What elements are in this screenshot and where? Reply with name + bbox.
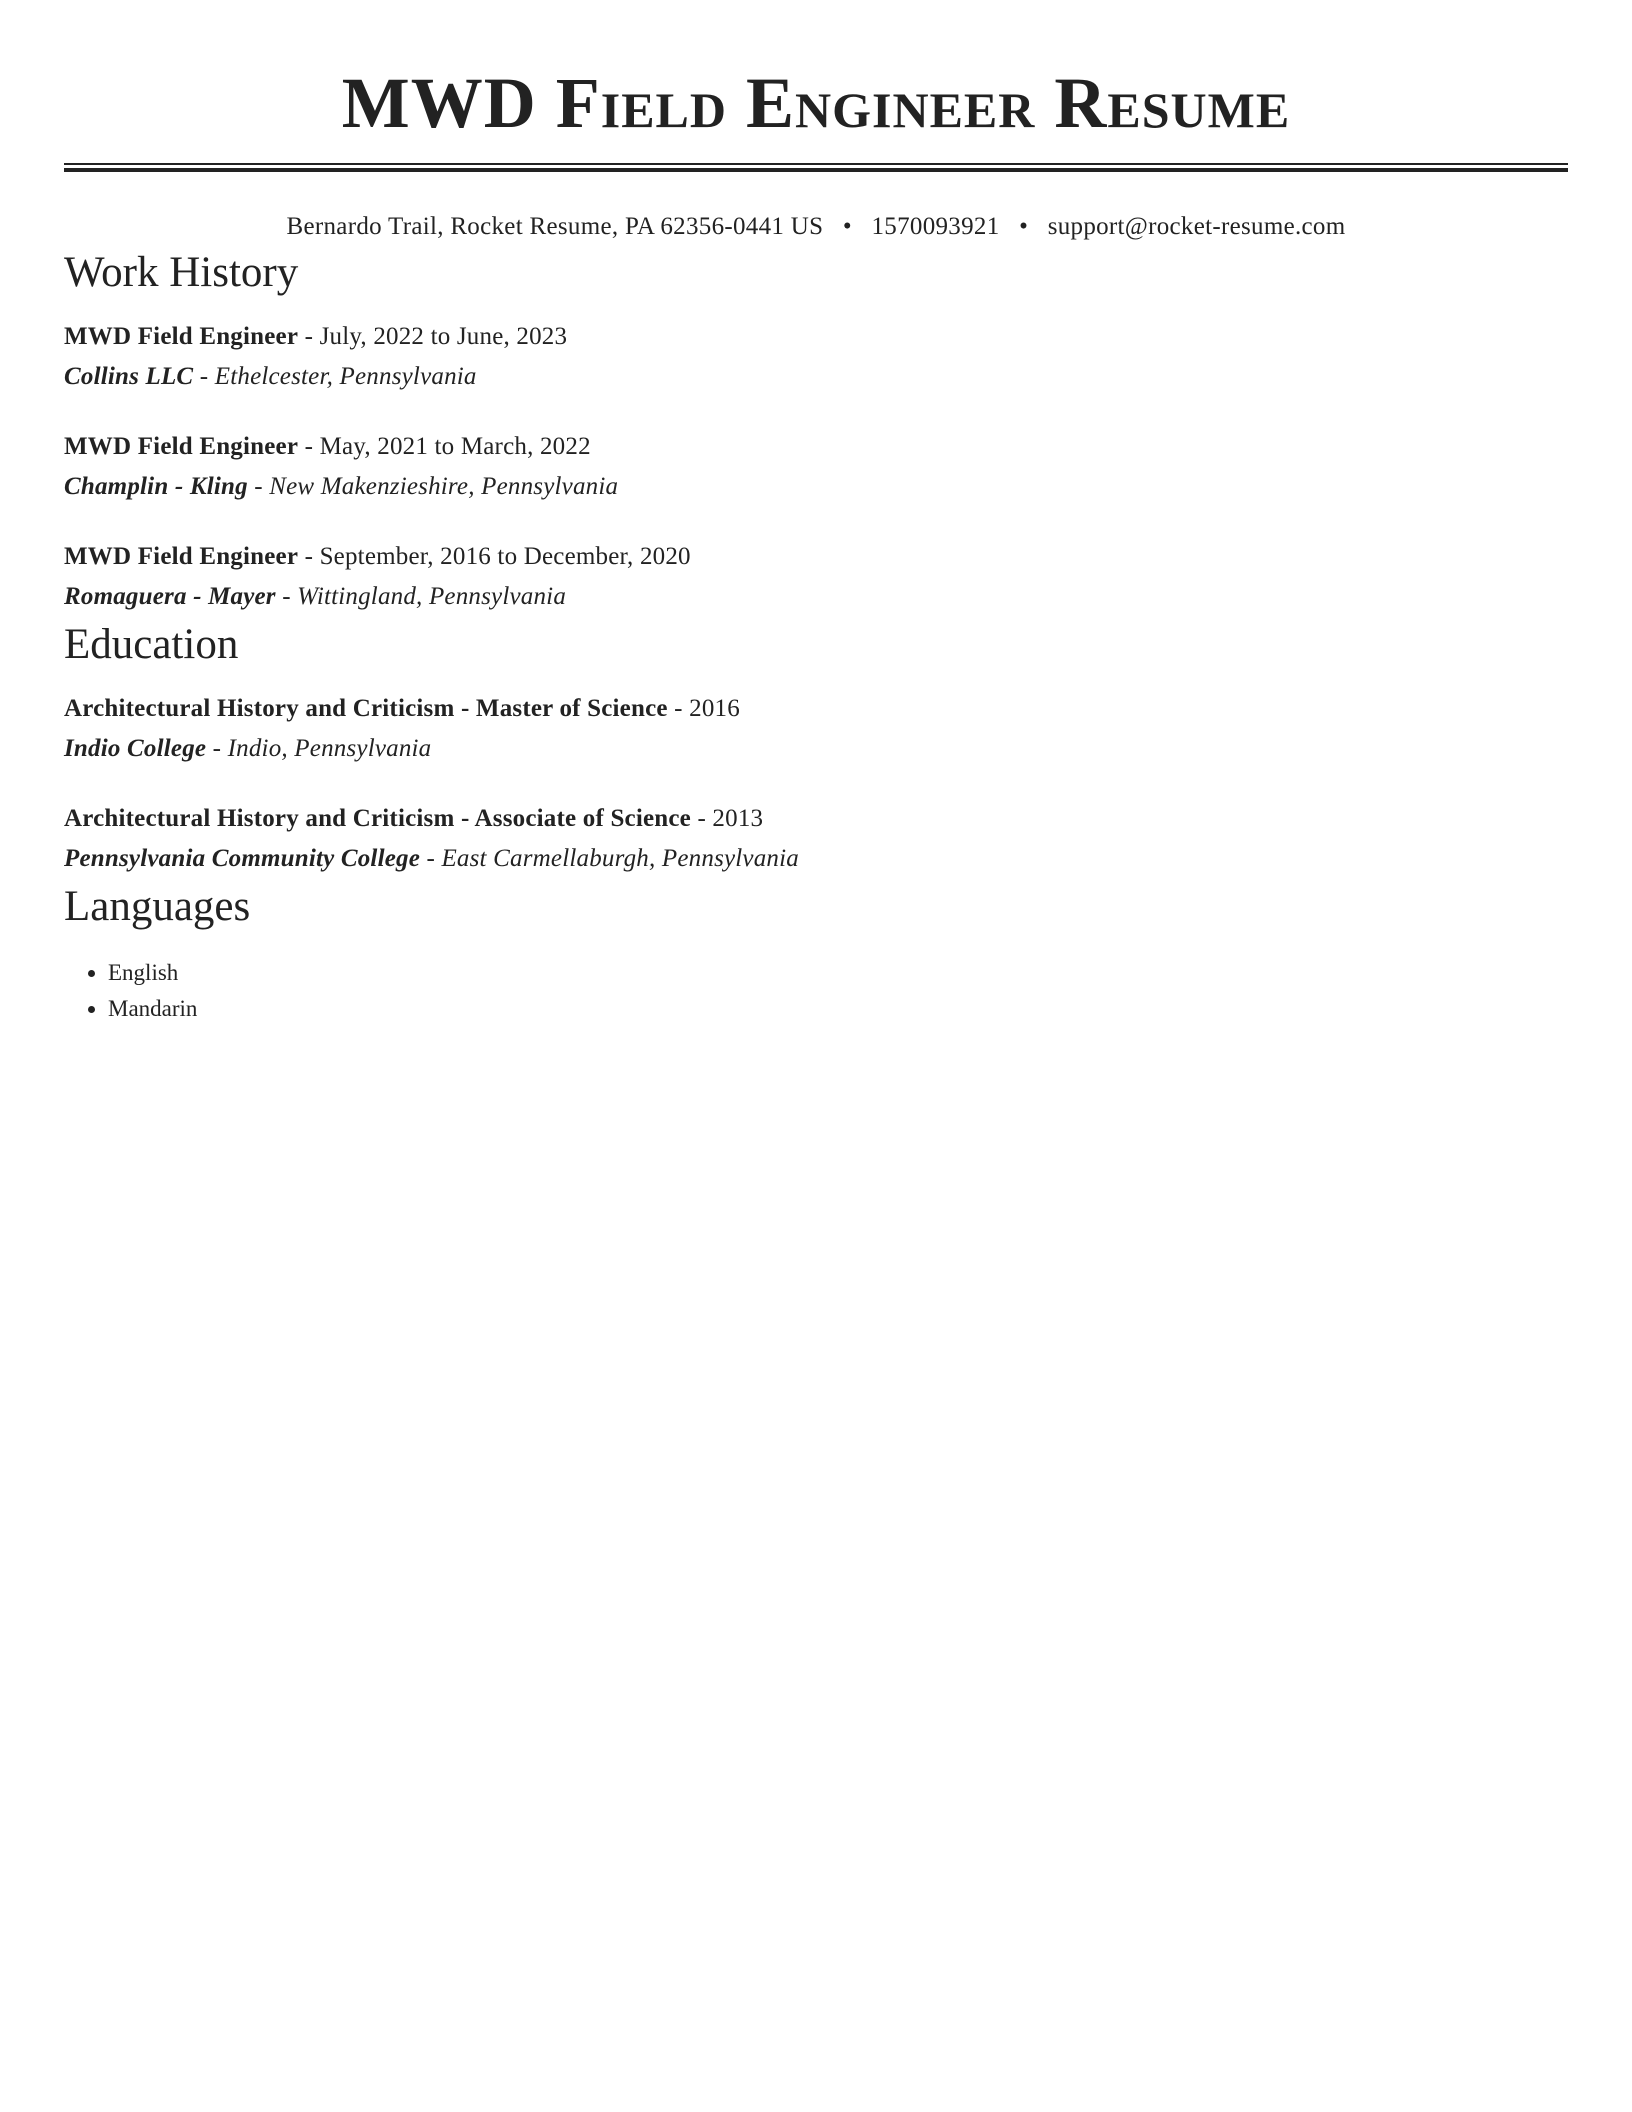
- dash: -: [254, 473, 263, 500]
- education-section: [64, 617, 1568, 879]
- work-entry-title-line: [64, 317, 1568, 357]
- contact-phone: 1570093921: [871, 213, 1000, 240]
- job-dates: July, 2022 to June, 2023: [319, 323, 568, 350]
- company-location: Ethelcester, Pennsylvania: [214, 363, 477, 390]
- contact-email: support@rocket-resume.com: [1047, 213, 1346, 240]
- work-entry: [64, 317, 1568, 397]
- job-dates: September, 2016 to December, 2020: [319, 543, 691, 570]
- education-entry-degree-line: [64, 799, 1568, 839]
- list-item: • English: [108, 955, 1568, 991]
- company-name: Romaguera - Mayer: [64, 583, 276, 610]
- contact-separator: •: [1019, 213, 1029, 240]
- dash: -: [304, 433, 314, 460]
- languages-section: [64, 879, 1568, 1027]
- title-double-rule: [64, 163, 1568, 172]
- education-entry-school-line: [64, 839, 1568, 879]
- contact-separator: •: [842, 213, 852, 240]
- work-entry-title-line: [64, 427, 1568, 467]
- list-item: • Mandarin: [108, 991, 1568, 1027]
- education-heading: Education: [64, 621, 239, 668]
- graduation-year: 2013: [712, 805, 764, 832]
- dash: -: [282, 583, 291, 610]
- work-entry: [64, 427, 1568, 507]
- school-name: Indio College: [64, 735, 207, 762]
- degree: Architectural History and Criticism - Associate of Science: [64, 805, 691, 832]
- company-name: Collins LLC: [64, 363, 194, 390]
- work-entry: [64, 537, 1568, 617]
- dash: -: [697, 805, 706, 832]
- company-location: Wittingland, Pennsylvania: [297, 583, 567, 610]
- page-title: MWD Field Engineer Resume: [341, 63, 1291, 143]
- dash: -: [304, 323, 314, 350]
- dash: -: [199, 363, 209, 390]
- languages-heading: Languages: [64, 883, 251, 930]
- school-location: East Carmellaburgh, Pennsylvania: [441, 845, 799, 872]
- work-entry-title-line: [64, 537, 1568, 577]
- education-entry-school-line: [64, 729, 1568, 769]
- work-entry-company-line: [64, 467, 1568, 507]
- contact-line: [64, 209, 1568, 245]
- education-entry: [64, 689, 1568, 769]
- job-dates: May, 2021 to March, 2022: [319, 433, 591, 460]
- degree: Architectural History and Criticism - Master of Science: [64, 695, 668, 722]
- work-history-section: [64, 245, 1568, 617]
- work-history-heading: Work History: [64, 249, 299, 296]
- dash: -: [304, 543, 314, 570]
- company-name: Champlin - Kling: [64, 473, 248, 500]
- languages-list: [64, 955, 1568, 1027]
- education-entry: [64, 799, 1568, 879]
- job-role: MWD Field Engineer: [64, 323, 299, 350]
- company-location: New Makenzieshire, Pennsylvania: [269, 473, 619, 500]
- school-location: Indio, Pennsylvania: [227, 735, 432, 762]
- education-entry-degree-line: [64, 689, 1568, 729]
- school-name: Pennsylvania Community College: [64, 845, 421, 872]
- job-role: MWD Field Engineer: [64, 433, 299, 460]
- dash: -: [674, 695, 683, 722]
- dash: -: [212, 735, 222, 762]
- contact-address: Bernardo Trail, Rocket Resume, PA 62356-0441 US: [286, 213, 824, 240]
- dash: -: [426, 845, 435, 872]
- work-entry-company-line: [64, 577, 1568, 617]
- graduation-year: 2016: [689, 695, 740, 722]
- job-role: MWD Field Engineer: [64, 543, 299, 570]
- work-entry-company-line: [64, 357, 1568, 397]
